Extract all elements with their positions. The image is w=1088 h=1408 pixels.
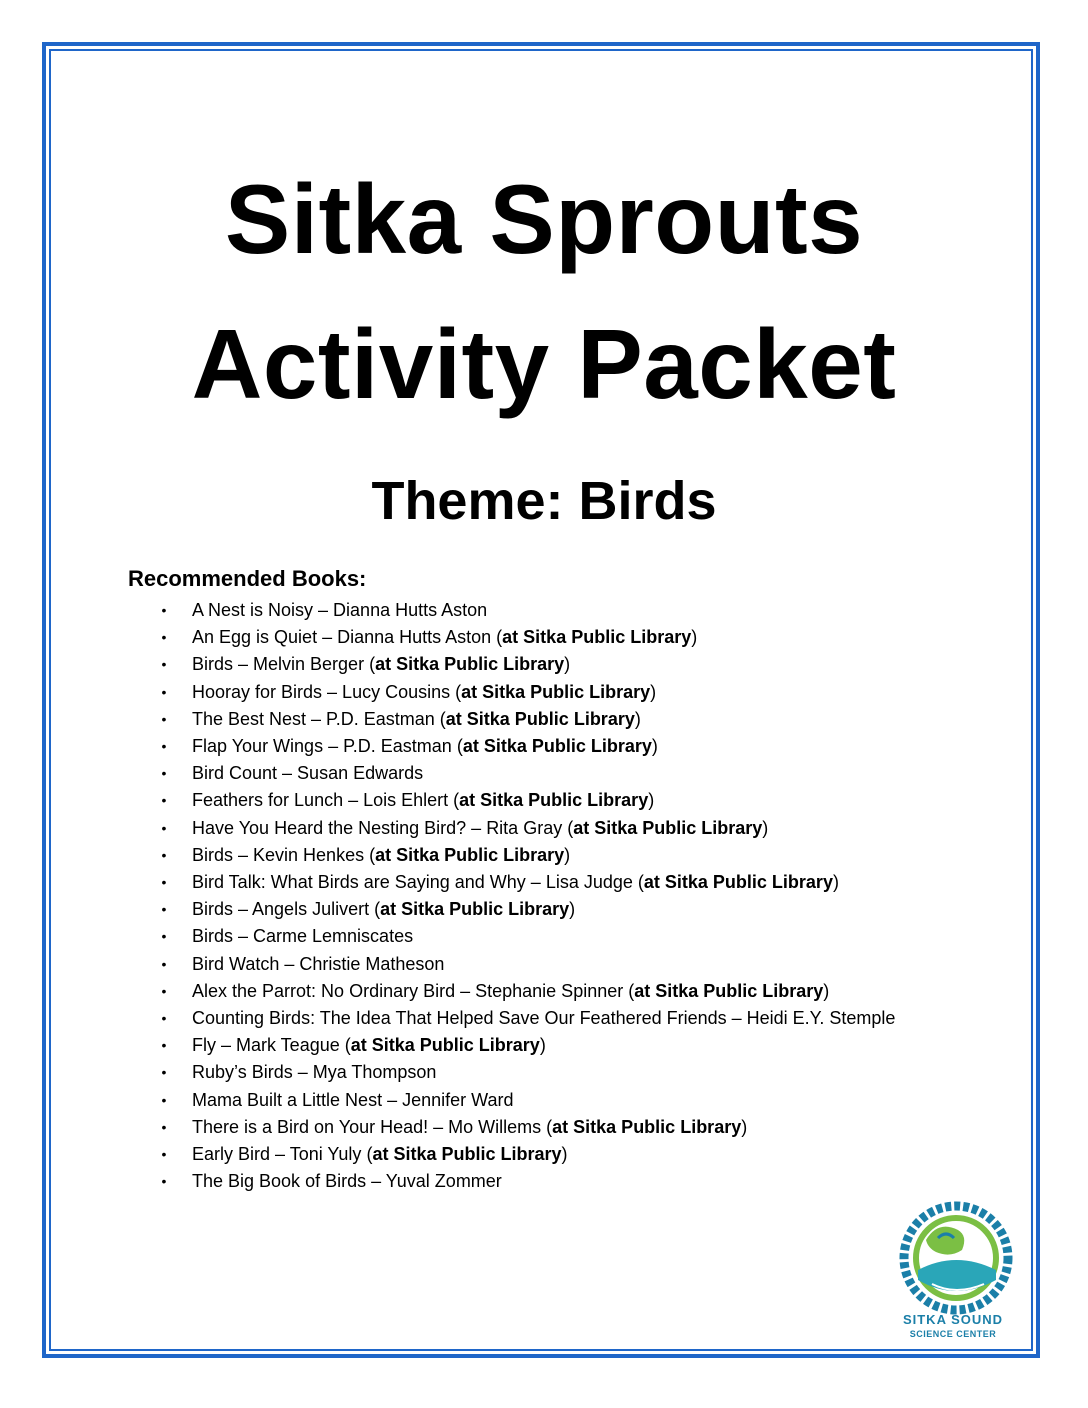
- library-availability: at Sitka Public Library: [573, 817, 763, 838]
- book-title-author: There is a Bird on Your Head! – Mo Willems: [192, 1116, 542, 1137]
- bullet-icon: •: [161, 1173, 167, 1190]
- book-title-author: Early Bird – Toni Yuly: [192, 1144, 362, 1165]
- bullet-icon: •: [161, 846, 167, 863]
- bullet-icon: •: [161, 928, 167, 945]
- library-availability: at Sitka Public Library: [375, 654, 565, 675]
- book-list: [158, 597, 918, 1195]
- book-title-author: Bird Count – Susan Edwards: [192, 763, 424, 784]
- bullet-icon: •: [161, 765, 167, 782]
- bullet-icon: •: [161, 819, 167, 836]
- book-title-author: Flap Your Wings – P.D. Eastman: [192, 736, 452, 757]
- library-availability: at Sitka Public Library: [380, 899, 570, 920]
- library-availability: at Sitka Public Library: [461, 681, 651, 702]
- book-list-item: • Fly – Mark Teague (at Sitka Public Library): [158, 1032, 918, 1059]
- bullet-icon: •: [161, 738, 167, 755]
- book-title-author: Have You Heard the Nesting Bird? – Rita Gray: [192, 817, 563, 838]
- bullet-icon: •: [161, 710, 167, 727]
- book-list-item: • Early Bird – Toni Yuly (at Sitka Public Library): [158, 1141, 918, 1168]
- library-availability: at Sitka Public Library: [445, 708, 635, 729]
- library-availability: at Sitka Public Library: [634, 980, 824, 1001]
- book-title-author: Birds – Melvin Berger: [192, 654, 365, 675]
- library-availability: at Sitka Public Library: [350, 1035, 540, 1056]
- book-list-item: [158, 1059, 918, 1086]
- library-availability: at Sitka Public Library: [502, 627, 692, 648]
- bullet-icon: •: [161, 901, 167, 918]
- bullet-icon: •: [161, 683, 167, 700]
- bullet-icon: •: [161, 629, 167, 646]
- book-list-item: • The Best Nest – P.D. Eastman (at Sitka Public Library): [158, 706, 918, 733]
- book-list-item: • Birds – Kevin Henkes (at Sitka Public Library): [158, 842, 918, 869]
- library-availability: at Sitka Public Library: [372, 1144, 562, 1165]
- bullet-icon: •: [161, 1091, 167, 1108]
- library-availability: at Sitka Public Library: [643, 872, 833, 893]
- book-list-item: • There is a Bird on Your Head! – Mo Willems (at Sitka Public Library): [158, 1114, 918, 1141]
- bullet-icon: •: [161, 1037, 167, 1054]
- bullet-icon: •: [161, 982, 167, 999]
- title-line-2: Activity Packet: [191, 309, 897, 419]
- library-availability: at Sitka Public Library: [459, 790, 649, 811]
- bullet-icon: •: [161, 955, 167, 972]
- book-list-item: • Have You Heard the Nesting Bird? – Rita Gray (at Sitka Public Library): [158, 815, 918, 842]
- book-title-author: Feathers for Lunch – Lois Ehlert: [192, 790, 449, 811]
- book-title-author: The Big Book of Birds – Yuval Zommer: [192, 1171, 502, 1192]
- bullet-icon: •: [161, 1010, 167, 1027]
- book-title-author: A Nest is Noisy – Dianna Hutts Aston: [192, 600, 488, 620]
- book-list-item: • Bird Talk: What Birds are Saying and Why – Lisa Judge (at Sitka Public Library): [158, 869, 918, 896]
- book-list-item: [158, 951, 918, 978]
- bullet-icon: •: [161, 874, 167, 891]
- bullet-icon: •: [161, 1146, 167, 1163]
- recommended-books-heading: Recommended Books:: [128, 566, 367, 591]
- book-list-item: [158, 1005, 918, 1032]
- book-title-author: Fly – Mark Teague: [192, 1035, 340, 1056]
- book-list-item: [158, 923, 918, 950]
- book-list-item: • Feathers for Lunch – Lois Ehlert (at Sitka Public Library): [158, 787, 918, 814]
- book-list-item: • Alex the Parrot: No Ordinary Bird – Stephanie Spinner (at Sitka Public Library): [158, 978, 918, 1005]
- book-title-author: An Egg is Quiet – Dianna Hutts Aston: [192, 627, 492, 648]
- library-availability: at Sitka Public Library: [375, 844, 565, 865]
- book-title-author: Counting Birds: The Idea That Helped Save Our Feathered Friends – Heidi E.Y. Stemple: [192, 1008, 896, 1029]
- book-title-author: Hooray for Birds – Lucy Cousins: [192, 681, 451, 702]
- book-title-author: The Best Nest – P.D. Eastman: [192, 708, 435, 729]
- logo-name-line-1: SITKA SOUND: [902, 1312, 1004, 1327]
- book-list-item: • An Egg is Quiet – Dianna Hutts Aston (at Sitka Public Library): [158, 624, 918, 651]
- book-title-author: Mama Built a Little Nest – Jennifer Ward: [192, 1089, 514, 1110]
- book-list-item: [158, 597, 918, 624]
- book-list-item: [158, 1168, 918, 1195]
- book-title-author: Birds – Kevin Henkes: [192, 844, 365, 865]
- bullet-icon: •: [161, 656, 167, 673]
- book-list-item: • Flap Your Wings – P.D. Eastman (at Sitka Public Library): [158, 733, 918, 760]
- logo-name-line-2: SCIENCE CENTER: [909, 1329, 997, 1339]
- bullet-icon: •: [161, 1118, 167, 1135]
- bullet-icon: •: [161, 1064, 167, 1081]
- book-title-author: Birds – Carme Lemniscates: [192, 926, 414, 947]
- book-list-item: • Birds – Melvin Berger (at Sitka Public Library): [158, 651, 918, 678]
- book-list-item: [158, 1087, 918, 1114]
- book-list-item: • Birds – Angels Julivert (at Sitka Public Library): [158, 896, 918, 923]
- book-title-author: Ruby’s Birds – Mya Thompson: [192, 1062, 437, 1083]
- book-title-author: Bird Talk: What Birds are Saying and Why – Lisa Judge: [192, 872, 633, 893]
- book-title-author: Alex the Parrot: No Ordinary Bird – Stephanie Spinner: [192, 980, 624, 1001]
- title-line-1: Sitka Sprouts: [224, 164, 864, 274]
- book-list-item: • Hooray for Birds – Lucy Cousins (at Sitka Public Library): [158, 679, 918, 706]
- book-title-author: Birds – Angels Julivert: [192, 899, 370, 920]
- book-list-item: [158, 760, 918, 787]
- library-availability: at Sitka Public Library: [462, 736, 652, 757]
- library-availability: at Sitka Public Library: [552, 1116, 742, 1137]
- book-title-author: Bird Watch – Christie Matheson: [192, 953, 445, 974]
- theme-heading: Theme: Birds: [371, 471, 717, 531]
- bullet-icon: •: [161, 792, 167, 809]
- bullet-icon: •: [161, 602, 167, 618]
